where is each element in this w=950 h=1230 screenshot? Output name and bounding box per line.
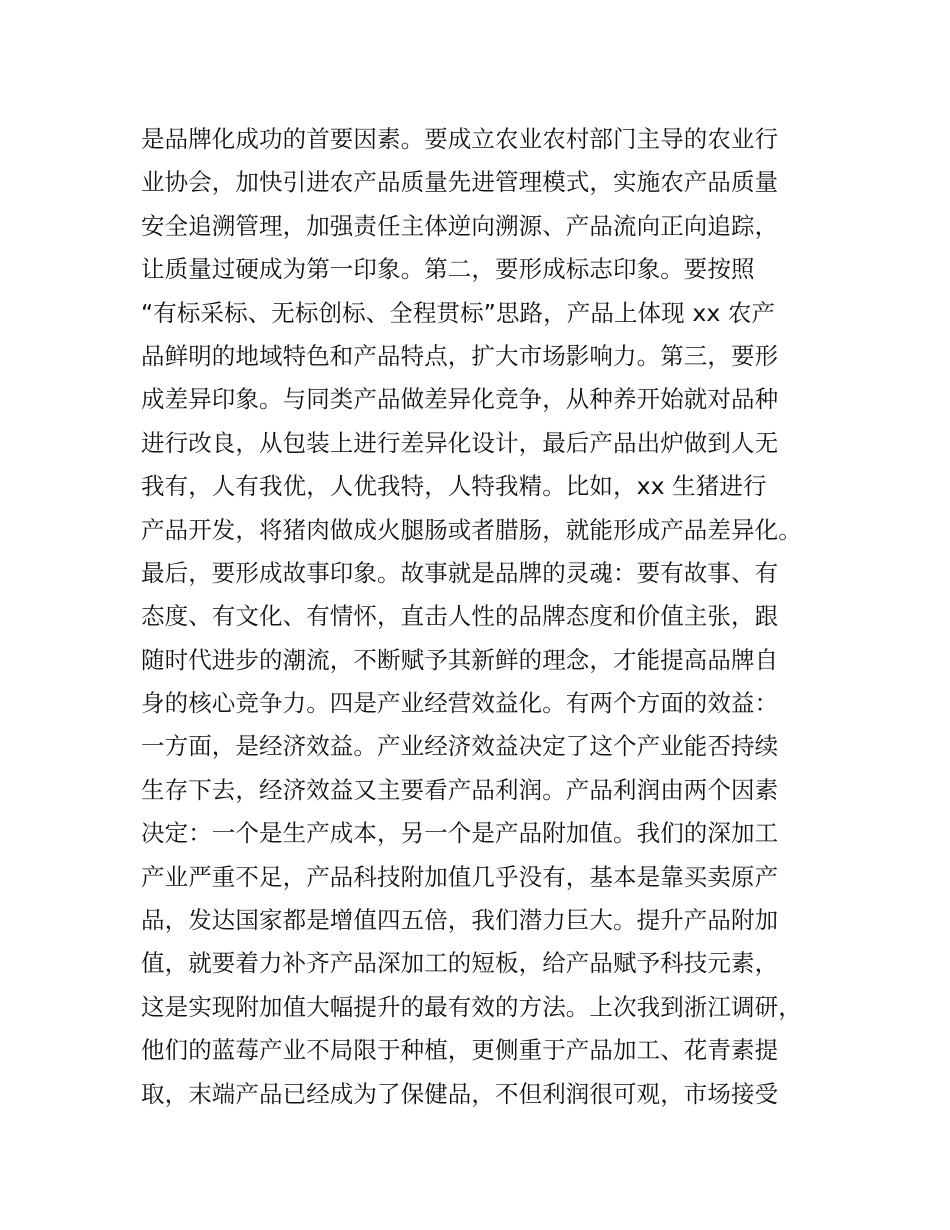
text-line: 态度、有文化、有情怀，直击人性的品牌态度和价值主张，跟 bbox=[141, 602, 779, 631]
text-line: “有标采标、无标创标、全程贯标”思路，产品上体现 xx 农产 bbox=[141, 298, 776, 327]
text-line: 一方面，是经济效益。产业经济效益决定了这个产业能否持续 bbox=[141, 732, 779, 761]
text-line: 他们的蓝莓产业不局限于种植，更侧重于产品加工、花青素提 bbox=[141, 1036, 779, 1065]
text-line: 品，发达国家都是增值四五倍，我们潜力巨大。提升产品附加 bbox=[141, 906, 779, 935]
text-line: 让质量过硬成为第一印象。第二，要形成标志印象。要按照 bbox=[141, 255, 755, 284]
text-line: 生存下去，经济效益又主要看产品利润。产品利润由两个因素 bbox=[141, 775, 779, 804]
text-line: 产业严重不足，产品科技附加值几乎没有，基本是靠买卖原产 bbox=[141, 862, 779, 891]
text-line: 安全追溯管理，加强责任主体逆向溯源、产品流向正向追踪， bbox=[141, 211, 779, 240]
text-line: 是品牌化成功的首要因素。要成立农业农村部门主导的农业行 bbox=[141, 125, 779, 153]
text-line: 进行改良，从包装上进行差异化设计，最后产品出炉做到人无 bbox=[141, 428, 779, 457]
text-line: 值，就要着力补齐产品深加工的短板，给产品赋予科技元素， bbox=[141, 949, 779, 978]
text-line: 取，末端产品已经成为了保健品，不但利润很可观，市场接受 bbox=[141, 1079, 779, 1108]
text-line: 随时代进步的潮流，不断赋予其新鲜的理念，才能提高品牌自 bbox=[141, 645, 779, 674]
text-line: 品鲜明的地域特色和产品特点，扩大市场影响力。第三，要形 bbox=[141, 341, 779, 370]
text-line: 身的核心竞争力。四是产业经营效益化。有两个方面的效益： bbox=[141, 689, 779, 718]
text-line: 决定：一个是生产成本，另一个是产品附加值。我们的深加工 bbox=[141, 819, 779, 848]
text-line: 产品开发，将猪肉做成火腿肠或者腊肠，就能形成产品差异化。 bbox=[141, 515, 802, 544]
text-line: 业协会，加快引进农产品质量先进管理模式，实施农产品质量 bbox=[141, 168, 779, 197]
text-line: 最后，要形成故事印象。故事就是品牌的灵魂：要有故事、有 bbox=[141, 558, 779, 587]
text-line: 我有，人有我优，人优我特，人特我精。比如，xx 生猪进行 bbox=[141, 472, 767, 501]
text-line: 这是实现附加值大幅提升的最有效的方法。上次我到浙江调研， bbox=[141, 992, 802, 1021]
body-text bbox=[141, 118, 841, 1116]
text-line: 成差异印象。与同类产品做差异化竞争，从种养开始就对品种 bbox=[141, 385, 779, 414]
